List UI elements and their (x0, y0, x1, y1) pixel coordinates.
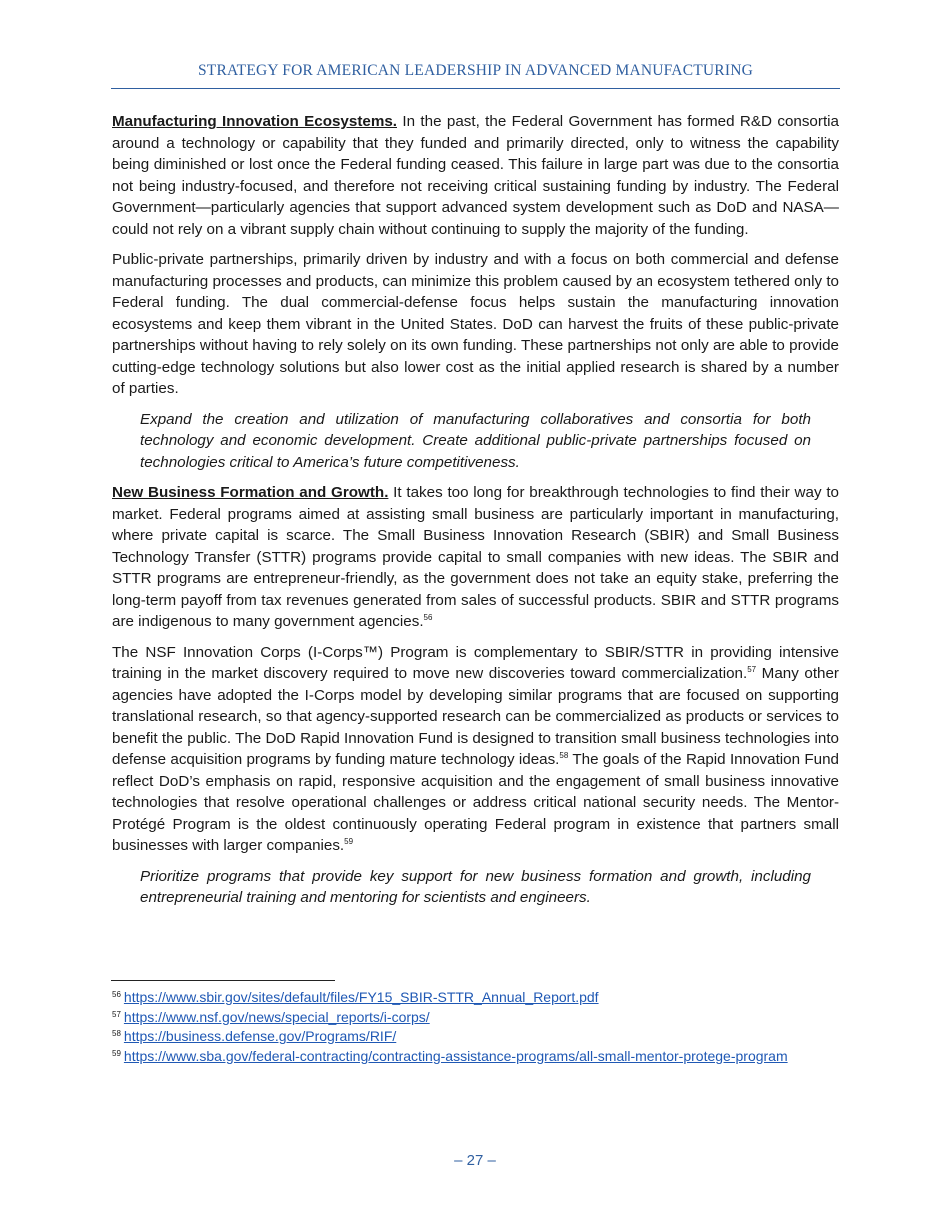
footnote-59 (112, 1047, 839, 1067)
business-paragraph-2 (112, 642, 839, 857)
footnote-ref-56: 56 (423, 613, 433, 622)
footnote-number: 57 (112, 1009, 121, 1019)
business-paragraph-1 (112, 482, 839, 633)
footnote-link-57[interactable]: https://www.nsf.gov/news/special_reports/i-corps/ (123, 1008, 430, 1025)
footnote-link-56[interactable]: https://www.sbir.gov/sites/default/files/FY15_SBIR-STTR_Annual_Report.pdf (123, 989, 599, 1005)
footnote-57 (112, 1008, 839, 1028)
footnote-divider (111, 980, 335, 981)
footnotes (112, 988, 839, 1066)
footnote-number: 59 (112, 1048, 121, 1058)
footnote-link-59[interactable]: https://www.sba.gov/federal-contracting/contracting-assistance-programs/all-small-mentor-protege-program (123, 1047, 788, 1064)
footnote-ref-59: 59 (344, 837, 354, 846)
business-text-2a: The NSF Innovation Corps (I-Corps™) Program is complementary to SBIR/STTR in providing intensive training in the market discovery required to move new discoveries toward commercialization. (112, 643, 839, 682)
footnote-56 (112, 988, 839, 1008)
section-heading-business: New Business Formation and Growth. (112, 484, 389, 501)
business-recommendation: Prioritize programs that provide key support for new business formation and growth, including entrepreneurial training and mentoring for scientists and engineers. (140, 867, 811, 906)
header-divider (111, 88, 840, 89)
footnote-number: 56 (112, 990, 121, 999)
footnote-link-58[interactable]: https://business.defense.gov/Programs/RIF/ (123, 1028, 397, 1044)
running-header: STRATEGY FOR AMERICAN LEADERSHIP IN ADVANCED MANUFACTURING (197, 62, 753, 79)
business-text-2b: Many other agencies have adopted the I-Corps model by developing similar programs that are focused on supporting translational research, so that agency-supported research can be commercialized as products or services to benefit the public. The DoD Rapid Innovation Fund is designed to transition small business technologies into defense acquisition programs by funding mature technology ideas. (112, 665, 839, 768)
ecosystems-text-1: In the past, the Federal Government has formed R&D consortia around a technology or capability that they funded and primarily directed, only to witness the capability being diminished or lost once the Federal funding ceased. This failure in large part was due to the consortia not being industry-focused, and therefore not receiving critical sustaining funding by industry. The Federal Government—particularly agencies that support advanced system development such as DoD and NASA—could not rely on a vibrant supply chain without continuing to supply the majority of the funding. (112, 113, 839, 238)
page-number: – 27 – (454, 1152, 496, 1169)
section-heading-ecosystems: Manufacturing Innovation Ecosystems. (112, 113, 397, 130)
business-text-1: It takes too long for breakthrough technologies to find their way to market. Federal programs aimed at assisting small business are particularly important in manufacturing, where private capital is scarce. The Small Business Innovation Research (SBIR) and Small Business Technology Transfer (STTR) programs provide capital to small companies with new ideas. The SBIR and STTR programs are entrepreneur-friendly, as the government does not take an equity stake, preferring the long-term payoff from tax revenues generated from sales of successful products. SBIR and STTR programs are indigenous to many government agencies. (112, 484, 839, 630)
ecosystems-paragraph-1 (112, 111, 839, 240)
ecosystems-paragraph-2: Public-private partnerships, primarily driven by industry and with a focus on both commercial and defense manufacturing processes and products, can minimize this problem caused by an ecosystem tethered only to Federal funding. The dual commercial-defense focus helps sustain the manufacturing innovation ecosystems and keep them vibrant in the United States. DoD can harvest the fruits of these public-private partnerships without having to rely solely on its own funding. These partnerships not only are able to provide cutting-edge technology solutions but also lower cost as the initial applied research is shared by a number of parties. (112, 251, 839, 397)
footnote-number: 58 (112, 1029, 121, 1038)
page-body (112, 111, 839, 918)
ecosystems-recommendation: Expand the creation and utilization of manufacturing collaboratives and consortia for both technology and economic development. Create additional public-private partnerships focused on technologies critical to America’s future competitiveness. (140, 410, 811, 471)
footnote-58 (112, 1027, 839, 1047)
footnote-ref-57: 57 (747, 665, 757, 674)
footnote-ref-58: 58 (559, 751, 569, 760)
business-text-2c: The goals of the Rapid Innovation Fund reflect DoD’s emphasis on rapid, responsive acquisition and the engagement of small business innovative technologies that resolve operational challenges or address critical national security needs. The Mentor-Protégé Program is the oldest continuously operating Federal program in existence that partners small businesses with larger companies. (112, 751, 839, 854)
